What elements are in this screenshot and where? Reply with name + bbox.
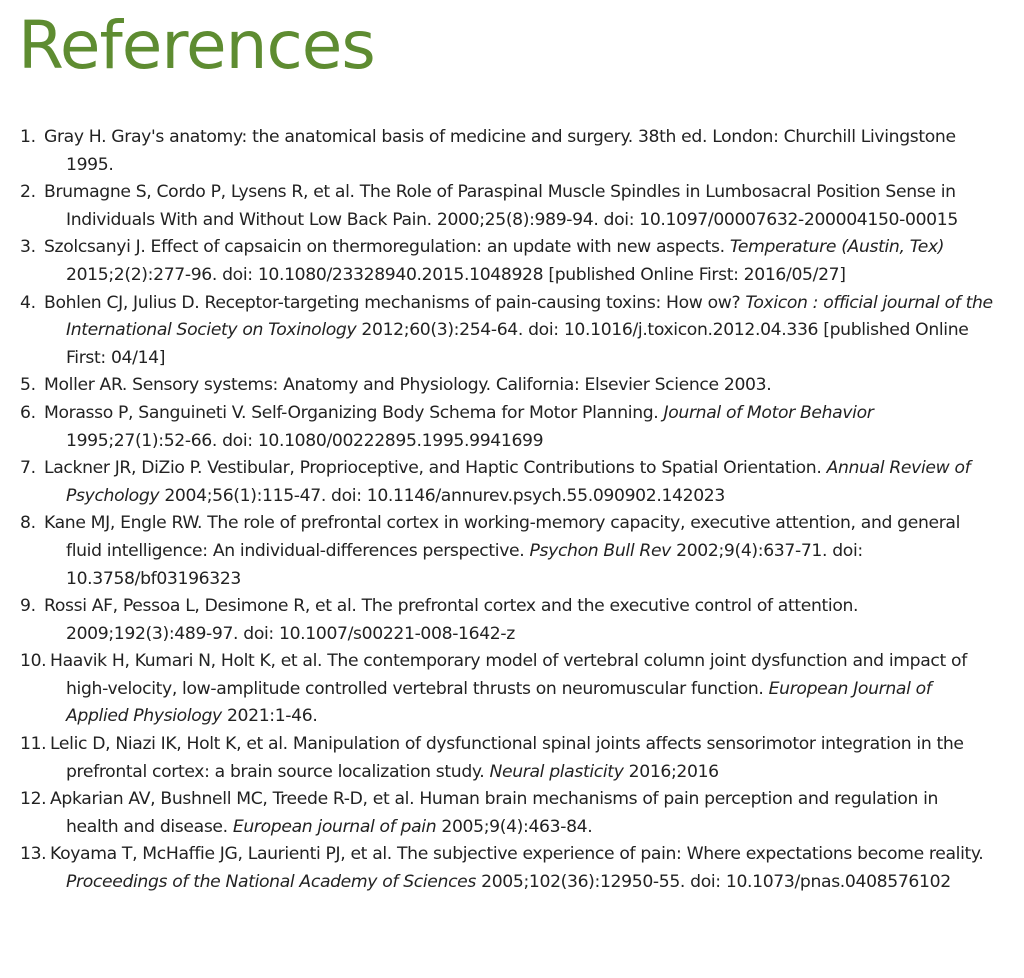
- reference-item: [20, 593, 995, 648]
- reference-number: 12.: [20, 789, 47, 810]
- reference-number: 9.: [20, 596, 36, 617]
- reference-number: 13.: [20, 844, 47, 865]
- reference-item: [20, 400, 995, 455]
- reference-text: Rossi AF, Pessoa L, Desimone R, et al. The prefrontal cortex and the executive control of attention. 2009;192(3):489-97. doi: 10.1007/s00221-008-1642-z: [44, 596, 859, 644]
- reference-text: Apkarian AV, Bushnell MC, Treede R-D, et al. Human brain mechanisms of pain perception and regulation in health and disease.: [50, 789, 939, 837]
- reference-item: [20, 124, 995, 179]
- reference-details: 1995;27(1):52-66. doi: 10.1080/00222895.1995.9941699: [66, 430, 544, 451]
- journal-name: Proceedings of the National Academy of Sciences: [66, 872, 476, 893]
- journal-name: Neural plasticity: [489, 761, 624, 782]
- reference-details: 2021:1-46.: [221, 706, 318, 727]
- reference-number: 11.: [20, 734, 47, 755]
- reference-details: 2002;9(4):637-71. doi: 10.3758/bf03196323: [66, 540, 863, 589]
- reference-item: [20, 841, 995, 896]
- reference-details: 2005;102(36):12950-55. doi: 10.1073/pnas.0408576102: [476, 872, 951, 893]
- reference-item: [20, 731, 995, 786]
- reference-text: Gray H. Gray's anatomy: the anatomical basis of medicine and surgery. 38th ed. London: Churchill Livingstone 1995.: [44, 127, 956, 175]
- journal-name: Annual Review of Psychology: [66, 458, 971, 506]
- reference-item: [20, 290, 995, 373]
- reference-text: Brumagne S, Cordo P, Lysens R, et al. The Role of Paraspinal Muscle Spindles in Lumbosacral Position Sense in Individuals With and Without Low Back Pain. 2000;25(8):989-94. doi: 10.1097/00007632-200004150-00015: [44, 182, 958, 230]
- reference-item: [20, 786, 995, 841]
- reference-item: [20, 372, 995, 400]
- reference-number: 3.: [20, 237, 36, 258]
- journal-name: European journal of pain: [232, 816, 437, 837]
- reference-number: 7.: [20, 458, 36, 479]
- reference-item: [20, 234, 995, 289]
- reference-number: 6.: [20, 402, 36, 423]
- journal-name: Toxicon : official journal of the International Society on Toxinology: [66, 292, 993, 341]
- journal-name: Journal of Motor Behavior: [663, 402, 874, 423]
- reference-text: Haavik H, Kumari N, Holt K, et al. The contemporary model of vertebral column joint dysfunction and impact of high-velocity, low-amplitude controlled vertebral thrusts on neuromuscular function.: [50, 651, 967, 699]
- reference-text: Koyama T, McHaffie JG, Laurienti PJ, et al. The subjective experience of pain: Where expectations become reality.: [50, 844, 984, 865]
- reference-number: 1.: [20, 127, 36, 147]
- reference-number: 10.: [20, 651, 47, 672]
- reference-text: Kane MJ, Engle RW. The role of prefrontal cortex in working-memory capacity, executive attention, and general fluid intelligence: An individual-differences perspective.: [44, 513, 961, 561]
- reference-number: 5.: [20, 375, 36, 396]
- reference-text: Lelic D, Niazi IK, Holt K, et al. Manipulation of dysfunctional spinal joints affects sensorimotor integration in the prefrontal cortex: a brain source localization study.: [50, 734, 964, 782]
- reference-number: 4.: [20, 292, 36, 313]
- reference-details: 2012;60(3):254-64. doi: 10.1016/j.toxicon.2012.04.336 [published Online First: 04/14]: [66, 320, 969, 368]
- page-title: References: [18, 7, 375, 84]
- reference-text: Bohlen CJ, Julius D. Receptor-targeting mechanisms of pain-causing toxins: How ow?: [44, 292, 746, 313]
- journal-name: European Journal of Applied Physiology: [66, 678, 932, 727]
- reference-number: 2.: [20, 182, 36, 203]
- reference-item: [20, 648, 995, 731]
- reference-details: 2005;9(4):463-84.: [436, 816, 593, 837]
- reference-details: 2016;2016: [623, 761, 719, 782]
- reference-text: Szolcsanyi J. Effect of capsaicin on thermoregulation: an update with new aspects.: [44, 237, 730, 258]
- reference-text: Moller AR. Sensory systems: Anatomy and Physiology. California: Elsevier Science 2003.: [44, 375, 772, 396]
- reference-text: Morasso P, Sanguineti V. Self-Organizing Body Schema for Motor Planning.: [44, 402, 664, 423]
- journal-name: Temperature (Austin, Tex): [729, 237, 945, 258]
- journal-name: Psychon Bull Rev: [529, 540, 671, 561]
- reference-list: [20, 124, 995, 897]
- reference-number: 8.: [20, 513, 36, 534]
- reference-item: [20, 179, 995, 234]
- reference-details: 2004;56(1):115-47. doi: 10.1146/annurev.psych.55.090902.142023: [159, 485, 725, 506]
- reference-details: 2015;2(2):277-96. doi: 10.1080/23328940.2015.1048928 [published Online First: 2016/05/27]: [66, 264, 846, 285]
- reference-item: [20, 455, 995, 510]
- reference-item: [20, 510, 995, 593]
- reference-text: Lackner JR, DiZio P. Vestibular, Proprioceptive, and Haptic Contributions to Spatial Orientation.: [44, 458, 827, 479]
